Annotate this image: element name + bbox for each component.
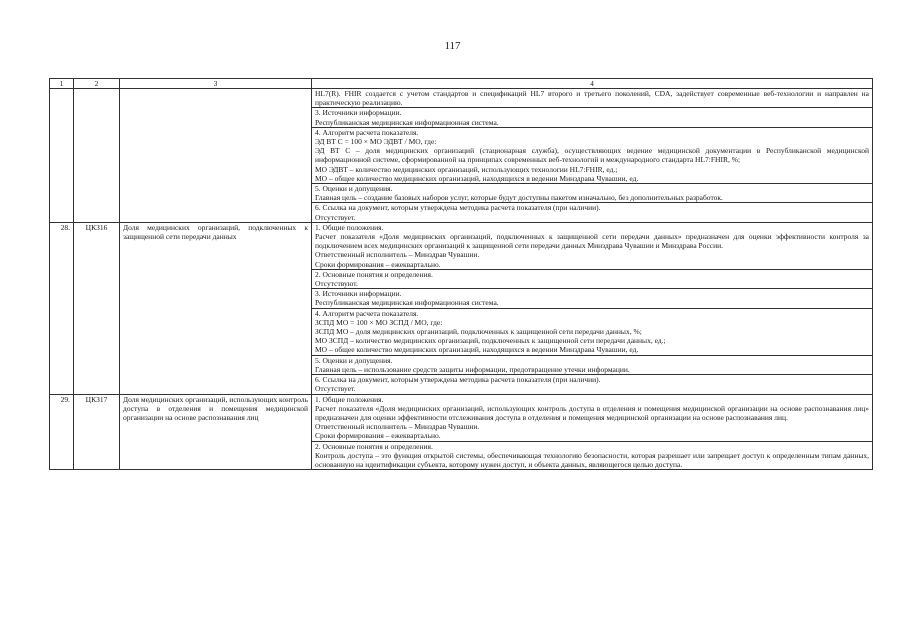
section-line: ЭД ВТ С = 100 × МО ЭДВТ / МО, где: bbox=[315, 137, 437, 147]
section-line: ЭД ВТ С – доля медицинских организаций (стационарная служба), осуществляющих ведение медицинской документации в Республиканской медицинской информационной системе, сформированной на принципах современных веб-технологий и международного стандарта HL7:FHIR, %; bbox=[315, 146, 869, 165]
section-line: Расчет показателя «Доля медицинских организаций, подключенных к защищенной сети передачи данных» предназначен для оценки эффективности контроля за подключением всех медицинских организаций к защищенной сети передачи данных Минздрава Чувашии и Минздрава России. bbox=[315, 232, 869, 251]
indicator-code bbox=[74, 89, 120, 223]
section-line: МО ЭДВТ – количество медицинских организаций, использующих технологии HL7:FHIR, ед.; bbox=[315, 164, 618, 174]
section-line: 2. Основные понятия и определения. bbox=[315, 441, 433, 451]
section-line: 3. Источники информации. bbox=[315, 289, 402, 299]
methodology-section bbox=[312, 289, 873, 308]
header-col-4: 4 bbox=[312, 79, 873, 89]
section-line: Отсутствует. bbox=[315, 384, 356, 394]
section-line: ЗСПД МО = 100 × МО ЗСПД / МО, где: bbox=[315, 317, 443, 327]
indicator-name: Доля медицинских организаций, использующих контроль доступа в отделения и помещения медицинской организации на основе распознавания лиц bbox=[120, 394, 312, 470]
section-line: 4. Алгоритм расчета показателя. bbox=[315, 308, 419, 318]
section-line: МО ЗСПД – количество медицинских организаций, подключенных к защищенной сети передачи данных, ед.; bbox=[315, 336, 666, 346]
section-line: 5. Оценки и допущения. bbox=[315, 355, 393, 365]
methodology-section bbox=[312, 203, 873, 222]
table-header bbox=[50, 79, 873, 89]
section-line: 6. Ссылка на документ, которым утверждена методика расчета показателя (при наличии). bbox=[315, 375, 601, 385]
table-row bbox=[50, 394, 873, 441]
methodology-section bbox=[312, 394, 873, 441]
methodology-section bbox=[312, 375, 873, 394]
section-line: 1. Общие положения. bbox=[315, 222, 384, 232]
section-line: Ответственный исполнитель – Минздрав Чувашии. bbox=[315, 250, 480, 260]
section-line: Главная цель – использование средств защиты информации, предотвращение утечки информации. bbox=[315, 364, 630, 374]
page-number: 117 bbox=[444, 40, 461, 52]
row-number: 28. bbox=[50, 222, 74, 394]
section-line: HL7(R). FHIR создается с учетом стандартов и спецификаций HL7 второго и третьего поколений, CDA, задействует современные веб-технологии и направлен на практическую реализацию. bbox=[315, 89, 869, 108]
section-line: Отсутствует. bbox=[315, 212, 356, 222]
section-line: Республиканская медицинская информационная система. bbox=[315, 117, 499, 127]
methodology-section bbox=[312, 108, 873, 127]
section-line: Расчет показателя «Доля медицинских организаций, использующих контроль доступа в отделения и помещения медицинской организации на основе распознавания лиц» предназначен для оценки эффективности отслеживания доступа в отделения и помещения медицинской организации на основе распознавания лиц. bbox=[315, 403, 869, 422]
methodology-section bbox=[312, 127, 873, 183]
methodology-section bbox=[312, 89, 873, 108]
section-line: 5. Оценки и допущения. bbox=[315, 184, 393, 194]
methodology-section bbox=[312, 355, 873, 374]
section-line: Сроки формирования – ежеквартально. bbox=[315, 431, 441, 441]
header-col-3: 3 bbox=[120, 79, 312, 89]
indicator-name: Доля медицинских организаций, подключенных к защищенной сети передачи данных bbox=[120, 222, 312, 394]
methodology-section bbox=[312, 441, 873, 470]
header-col-1: 1 bbox=[50, 79, 74, 89]
section-line: МО – общее количество медицинских организаций, находящихся в ведении Минздрава Чувашии, ед. bbox=[315, 345, 639, 355]
section-line: 6. Ссылка на документ, которым утверждена методика расчета показателя (при наличии). bbox=[315, 203, 601, 213]
methodology-section bbox=[312, 222, 873, 269]
indicator-name bbox=[120, 89, 312, 223]
indicator-code: ЦКЗ16 bbox=[74, 222, 120, 394]
row-number bbox=[50, 89, 74, 223]
methodology-section bbox=[312, 184, 873, 203]
table-row bbox=[50, 89, 873, 108]
indicator-code: ЦКЗ17 bbox=[74, 394, 120, 470]
section-line: 3. Источники информации. bbox=[315, 108, 402, 118]
section-line: Отсутствуют. bbox=[315, 279, 358, 289]
section-line: Главная цель – создание базовых наборов услуг, которые будут доступны пакетом изначально, без дополнительных разработок. bbox=[315, 193, 723, 203]
section-line: Ответственный исполнитель – Минздрав Чувашии. bbox=[315, 422, 480, 432]
header-col-2: 2 bbox=[74, 79, 120, 89]
methodology-section bbox=[312, 269, 873, 288]
section-line: ЗСПД МО – доля медицинских организаций, подключенных к защищенной сети передачи данных, %; bbox=[315, 327, 642, 337]
section-line: 4. Алгоритм расчета показателя. bbox=[315, 127, 419, 137]
section-line: Республиканская медицинская информационная система. bbox=[315, 298, 499, 308]
row-number: 29. bbox=[50, 394, 74, 470]
table-body bbox=[50, 89, 873, 470]
section-line: МО – общее количество медицинских организаций, находящихся в ведении Минздрава Чувашии, ед. bbox=[315, 173, 639, 183]
table-row bbox=[50, 222, 873, 269]
section-line: Сроки формирования – ежеквартально. bbox=[315, 259, 441, 269]
section-line: Контроль доступа – это функция открытой системы, обеспечивающая технологию безопасности, которая разрешает или запрещает доступ к определенным типам данных, основанную на идентификации субъекта, которому нужен доступ, и объекта данных, являющегося целью доступа. bbox=[315, 450, 869, 469]
section-line: 1. Общие положения. bbox=[315, 394, 384, 404]
methodology-section bbox=[312, 308, 873, 355]
section-line: 2. Основные понятия и определения. bbox=[315, 269, 433, 279]
indicator-table bbox=[49, 78, 873, 470]
